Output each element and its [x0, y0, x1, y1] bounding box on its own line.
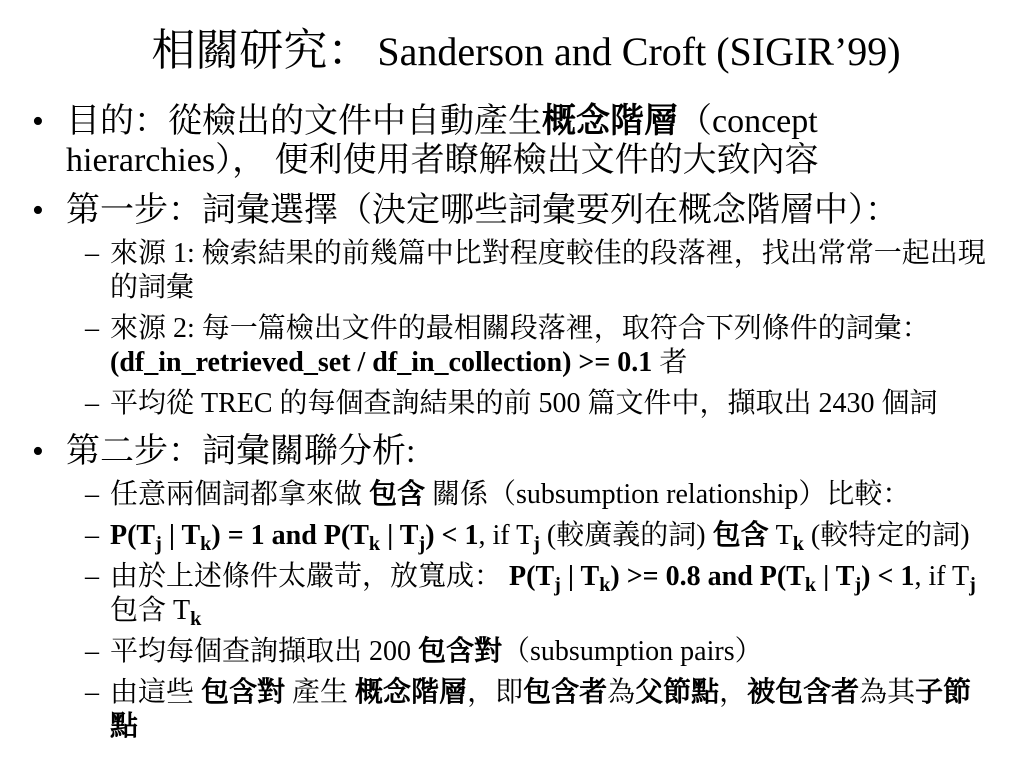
dash-marker: – — [85, 238, 99, 269]
formula-text: P(T — [110, 520, 156, 551]
hierarchy-text: 為 — [607, 677, 636, 708]
subscript-j: j — [854, 573, 862, 596]
subscript-j: j — [533, 532, 540, 555]
comparison-text: 任意兩個詞都拿來做 — [110, 479, 370, 510]
step1-heading: 第一步：詞彙選擇（決定哪些詞彙要列在概念階層中）： — [66, 192, 899, 229]
subitem-hierarchy-generation — [0, 676, 1024, 744]
subsumee-term: 被包含者 — [747, 677, 860, 708]
bullet-step1 — [0, 191, 1024, 230]
subitem-relaxed-rule — [0, 560, 1024, 628]
title-chinese: 相關研究 — [151, 26, 328, 75]
threshold-formula: (df_in_retrieved_set / df_in_collection) >= 0.1 — [110, 347, 653, 378]
hierarchy-text: ，即 — [467, 677, 524, 708]
condition-text: (較廣義的詞) — [539, 520, 713, 551]
condition-text: (較特定的詞) — [803, 520, 970, 551]
subitem-pairwise-comparison — [0, 478, 1024, 512]
text-line — [110, 676, 1024, 710]
source-2-text: 來源 2: 每一篇檢出文件的最相關段落裡，取符合下列條件的詞彙： — [110, 313, 930, 344]
english-term-text: （concept — [678, 103, 818, 140]
term-count-text: 平均從 TREC 的每個查詢結果的前 500 篇文件中，擷取出 2430 個詞 — [110, 388, 938, 419]
subscript-k: k — [792, 532, 804, 555]
subitem-term-count — [0, 387, 1024, 421]
subsumes-term: 包含 — [712, 520, 769, 551]
text-line — [66, 191, 1024, 230]
text-line — [66, 102, 1024, 141]
text-line — [110, 635, 1024, 669]
text-line — [110, 312, 1024, 346]
text-line — [110, 237, 1024, 271]
subscript-j: j — [155, 532, 162, 555]
dash-marker: – — [85, 636, 99, 667]
subitem-pair-count — [0, 635, 1024, 669]
subscript-k: k — [190, 607, 202, 630]
formula-text: | T — [816, 561, 855, 592]
concept-hierarchy-term: 概念階層 — [542, 103, 678, 140]
text-line — [110, 271, 1024, 305]
child-node-term: 點 — [110, 711, 139, 742]
dash-marker: – — [85, 479, 99, 510]
pair-count-text: （subsumption pairs） — [502, 636, 763, 667]
text-line — [110, 519, 1024, 553]
subscript-j: j — [969, 573, 976, 596]
formula-text: ) < 1 — [425, 520, 479, 551]
parent-node-term: 父節點 — [635, 677, 720, 708]
hierarchy-text: ， — [719, 677, 748, 708]
condition-text: T — [768, 520, 793, 551]
condition-text: 包含 T — [110, 595, 191, 626]
subscript-j: j — [418, 532, 426, 555]
formula-text: | T — [560, 561, 600, 592]
text-line — [110, 710, 1024, 744]
subsumption-pairs-term: 包含對 — [418, 636, 503, 667]
child-node-term: 子節 — [915, 677, 972, 708]
bullet-step2 — [0, 432, 1024, 471]
formula-text: ) = 1 and P(T — [211, 520, 369, 551]
subscript-k: k — [804, 573, 817, 596]
bullet-purpose — [0, 102, 1024, 180]
subscript-j: j — [554, 573, 561, 596]
title-colon: ： — [327, 26, 372, 75]
text-line — [110, 387, 1024, 421]
source-1-text: 的詞彙 — [110, 272, 195, 303]
text-line — [66, 432, 1024, 471]
condition-text: , if T — [478, 520, 534, 551]
formula-text: | T — [380, 520, 419, 551]
dash-marker: – — [85, 520, 99, 551]
formula-text: ) >= 0.8 and P(T — [610, 561, 805, 592]
text-line — [110, 478, 1024, 512]
text-line — [110, 594, 1024, 628]
comparison-text: 關係（subsumption relationship）比較： — [425, 479, 911, 510]
formula-suffix: 者 — [652, 347, 688, 378]
hierarchy-text: 產生 — [285, 677, 356, 708]
subscript-k: k — [599, 573, 611, 596]
text-line — [110, 346, 1024, 380]
formula-text: | T — [161, 520, 201, 551]
slide-body — [0, 102, 1024, 744]
purpose-text: 目的：從檢出的文件中自動產生 — [66, 103, 542, 140]
condition-text: , if T — [914, 561, 970, 592]
subscript-k: k — [200, 532, 212, 555]
relaxed-rule-text: 由於上述條件太嚴苛，放寬成： — [110, 561, 510, 592]
bullet-marker: • — [32, 103, 44, 140]
subitem-source-2 — [0, 312, 1024, 380]
subitem-subsumption-rule — [0, 519, 1024, 553]
subitem-source-1 — [0, 237, 1024, 305]
slide-title — [0, 23, 1024, 79]
step2-heading: 第二步：詞彙關聯分析: — [66, 433, 416, 470]
text-line — [66, 141, 1024, 180]
formula-text: ) < 1 — [861, 561, 915, 592]
dash-marker: – — [85, 388, 99, 419]
purpose-text: hierarchies）， 便利使用者瞭解檢出文件的大致內容 — [66, 142, 819, 179]
dash-marker: – — [85, 561, 99, 592]
text-line — [110, 560, 1024, 594]
bullet-marker: • — [32, 433, 44, 470]
dash-marker: – — [85, 313, 99, 344]
bullet-marker: • — [32, 192, 44, 229]
subsumption-pairs-term: 包含對 — [201, 677, 286, 708]
formula-text: P(T — [509, 561, 555, 592]
dash-marker: – — [85, 677, 99, 708]
source-1-text: 來源 1: 檢索結果的前幾篇中比對程度較佳的段落裡，找出常常一起出現 — [110, 238, 986, 269]
concept-hierarchy-term: 概念階層 — [355, 677, 468, 708]
subsumer-term: 包含者 — [523, 677, 608, 708]
hierarchy-text: 為其 — [859, 677, 916, 708]
pair-count-text: 平均每個查詢擷取出 200 — [110, 636, 419, 667]
hierarchy-text: 由這些 — [110, 677, 202, 708]
title-english: Sanderson and Croft (SIGIR’99) — [377, 29, 901, 74]
subsumes-term: 包含 — [369, 479, 426, 510]
subscript-k: k — [368, 532, 381, 555]
